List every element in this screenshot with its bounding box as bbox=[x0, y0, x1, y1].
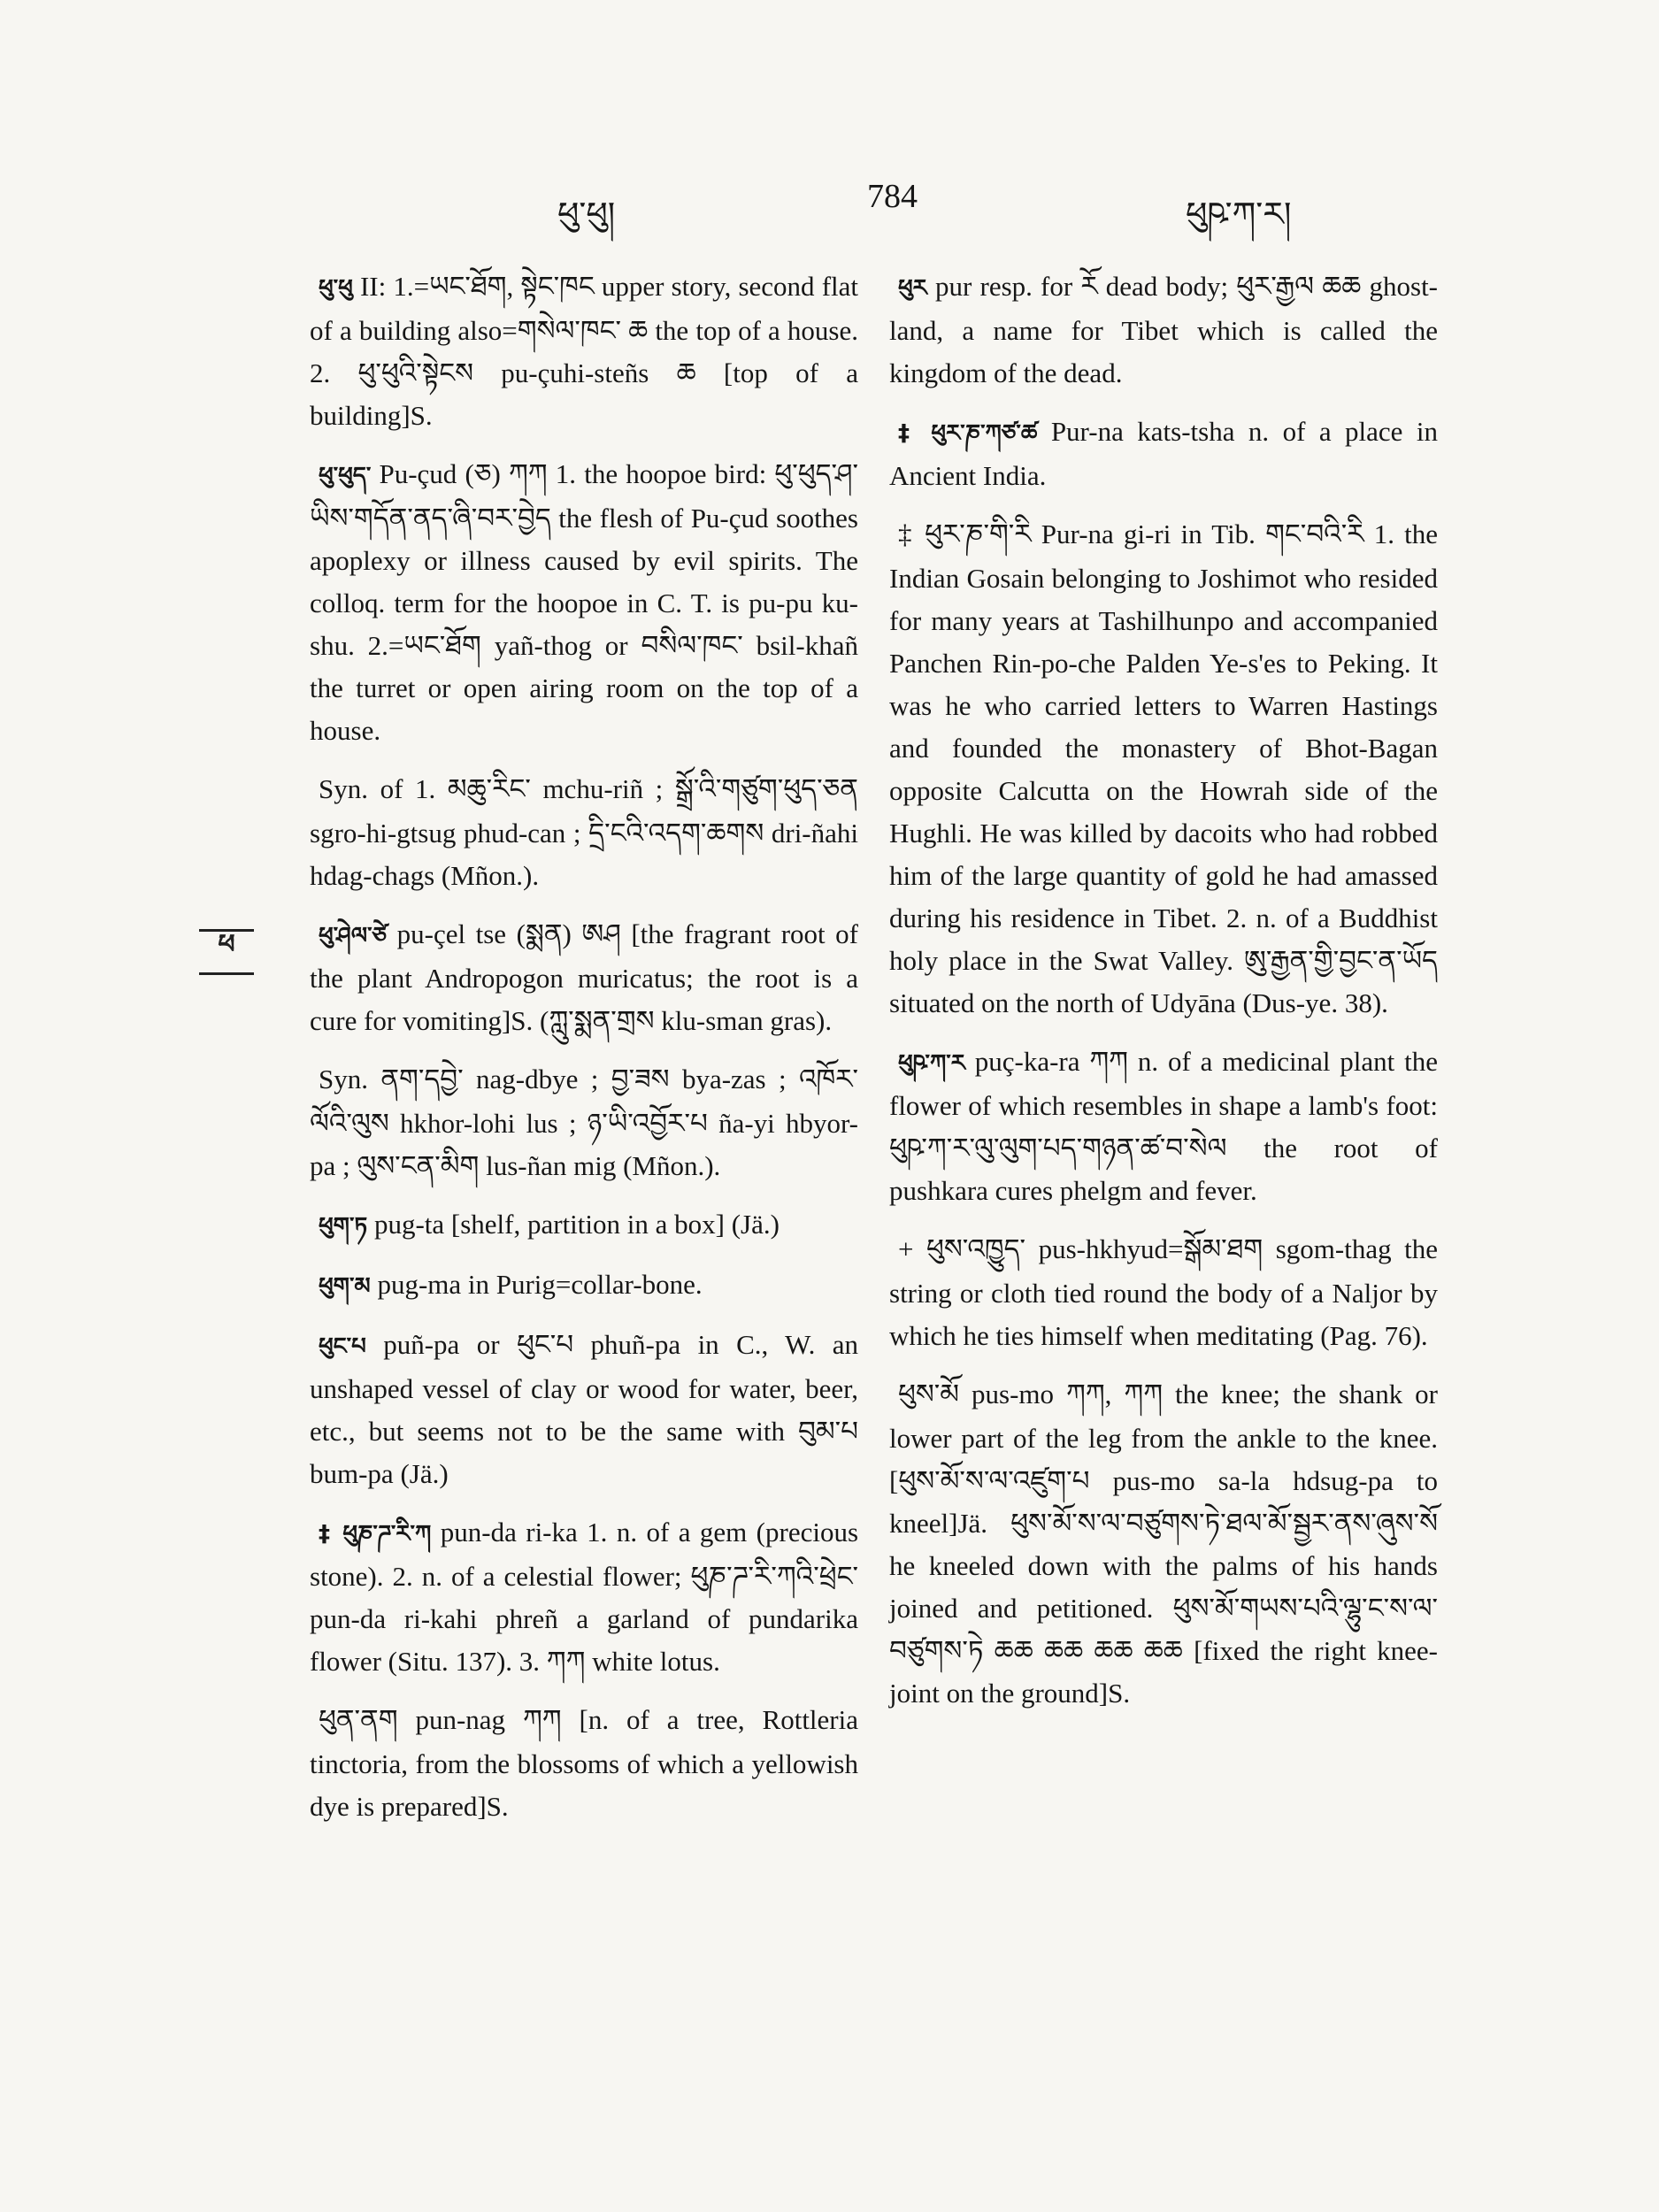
dictionary-entry bbox=[310, 265, 858, 437]
header-right-word: ཕུཥ་ཀ་ར། bbox=[1186, 195, 1292, 234]
entry-text: pug-ta [shelf, partition in a box] (Jä.) bbox=[373, 1209, 780, 1240]
entry-headword: ཕུར bbox=[898, 275, 927, 302]
entry-text: ཕུན་ནག pun-nag ཀཀ [n. of a tree, Rottleria tinctoria, from the blossoms of which a yellowish dye is prepared]S. bbox=[310, 1704, 858, 1822]
dictionary-entry bbox=[310, 1263, 858, 1308]
entry-text: ‡ ཕུར་ཎ་གི་རི Pur-na gi-ri in Tib. གང་བའི་རི 1. the Indian Gosain belonging to Joshimot who resided for many years at Tashilhunpo and accompanied Panchen Rin-po-che Palden Ye-s'es to Peking. It was he who carried letters to Warren Hastings and founded the monastery of Bhot-Bagan opposite Calcutta on the Howrah side of the Hughli. He was killed by dacoits who had robbed him of the large quantity of gold he had amassed during his residence in Tibet. 2. n. of a Buddhist holy place in the Swat Valley. ཨུ་རྒྱན་གྱི་བྱང་ན་ཡོད situated on the north of Udyāna (Dus-ye. 38). bbox=[889, 518, 1438, 1018]
left-column bbox=[310, 265, 858, 1844]
entry-text: + ཕུས་འཁྱུད་ pus-hkhyud=སྒོམ་ཐག sgom-thag the string or cloth tied round the body of a Naljor by which he ties himself when meditating (Pag. 76). bbox=[889, 1233, 1438, 1351]
dictionary-entry bbox=[889, 513, 1438, 1025]
margin-mark-letter: ཕ bbox=[218, 915, 234, 989]
entry-text: Pu-çud (ཅ) ཀཀ 1. the hoopoe bird: ཕུ་ཕུད་ཤ་ཡིས་གདོན་ནད་ཞི་བར་བྱེད the flesh of Pu-çud soothes apoplexy or illness caused by evil spirits. The colloq. term for the hoopoe in C. T. is pu-pu ku-shu. 2.=ཡང་ཐོག yañ-thog or བསིལ་ཁང་ bsil-khañ the turret or open airing room on the top of a house. bbox=[310, 458, 858, 746]
dictionary-entry bbox=[889, 1228, 1438, 1357]
page-header bbox=[301, 177, 1345, 234]
entry-headword: ཕུག་ཏ bbox=[319, 1213, 368, 1240]
entry-text: Syn. of 1. མཆུ་རིང་ mchu-riñ ; སྒྲོ་འི་གཙུག་ཕུད་ཅན sgro-hi-gtsug phud-can ; དྲི་ངའི་འདག་ཆགས dri-ñahi hdag-chags (Mñon.). bbox=[310, 773, 858, 891]
dictionary-entry bbox=[889, 1041, 1438, 1212]
dictionary-entry bbox=[889, 411, 1438, 497]
entry-text: pug-ma in Purig=collar-bone. bbox=[377, 1269, 703, 1300]
dictionary-entry bbox=[310, 1203, 858, 1248]
entry-text: pun-da ri-ka 1. n. of a gem (precious stone). 2. n. of a celestial flower; ཕུཎ་ཌ་རི་ཀའི་ཕྲེང་ pun-da ri-kahi phreñ a garland of pundarika flower (Situ. 137). 3. ཀཀ white lotus. bbox=[310, 1517, 859, 1677]
entry-headword: ‡ ཕུར་ཎ་ཀཙ་ཚ bbox=[898, 420, 1038, 447]
entry-headword: ཕུ་ཕུད་ bbox=[319, 463, 372, 489]
entry-headword: ཕུག་མ bbox=[319, 1273, 371, 1300]
dictionary-entry bbox=[310, 1324, 858, 1495]
entry-text: puñ-pa or ཕུང་པ phuñ-pa in C., W. an unshaped vessel of clay or wood for water, beer, etc., but seems not to be the same with བུམ་པ bum-pa (Jä.) bbox=[310, 1329, 859, 1489]
dictionary-entry bbox=[889, 265, 1438, 395]
dictionary-entry bbox=[310, 1058, 858, 1187]
dictionary-entry bbox=[310, 1699, 858, 1828]
header-left-word: ཕུ་ཕུ། bbox=[557, 195, 616, 234]
page-number: 784 bbox=[867, 178, 918, 215]
entry-text: pur resp. for རོ dead body; ཕུར་རྒྱལ ཆཆ ghost-land, a name for Tibet which is called the kingdom of the dead. bbox=[889, 271, 1439, 388]
entry-text: ཕུས་མོ pus-mo ཀཀ, ཀཀ the knee; the shank or lower part of the leg from the ankle to the knee. [ཕུས་མོ་ས་ལ་འཛུག་པ pus-mo sa-la hdsug-pa to kneel]Jä. ཕུས་མོ་ས་ལ་བཙུགས་ཏེ་ཐལ་མོ་སྦྱར་ནས་ཞུས་སོ he kneeled down with the palms of his hands joined and petitioned. ཕུས་མོ་གཡས་པའི་ལྷུ་ང་ས་ལ་བཙུགས་ཏེ ཆཆ ཆཆ ཆཆ ཆཆ [fixed the right knee-joint on the ground]S. bbox=[889, 1379, 1438, 1709]
margin-mark bbox=[199, 929, 254, 975]
dictionary-entry bbox=[310, 453, 858, 752]
entry-headword: ཕུ་ཤེལ་ཙེ bbox=[319, 923, 388, 949]
entry-headword: ‡ ཕུཎ་ཌ་རི་ཀ bbox=[319, 1521, 432, 1548]
entry-text: Pur-na kats-tsha n. of a place in Ancient India. bbox=[889, 416, 1438, 491]
entry-headword: ཕུང་པ bbox=[319, 1333, 366, 1360]
entry-text: II: 1.=ཡང་ཐོག, སྟེང་ཁང upper story, second flat of a building also=གསེལ་ཁང་ ཆ the top of a house. 2. ཕུ་ཕུའི་སྟེངས pu-çuhi-steñs ཆ [top of a building]S. bbox=[310, 271, 858, 431]
right-column bbox=[889, 265, 1438, 1731]
entry-text: pu-çel tse (སྨན) ཨཤ [the fragrant root of the plant Andropogon muricatus; the root is a cure for vomiting]S. (ཀླུ་སྨན་གྲས klu-sman gras). bbox=[310, 918, 859, 1036]
entry-headword: ཕུ་ཕུ bbox=[319, 275, 353, 302]
entry-headword: ཕུཥ་ཀ་ར bbox=[898, 1050, 965, 1077]
dictionary-entry bbox=[889, 1373, 1438, 1715]
dictionary-entry bbox=[310, 768, 858, 897]
dictionary-entry bbox=[310, 913, 858, 1042]
entry-text: puç-ka-ra ཀཀ n. of a medicinal plant the flower of which resembles in shape a lamb's foot: ཕུཥ་ཀ་ར་ལུ་ལུག་པད་གཉན་ཚ་བ་སེལ the root of pushkara cures phelgm and fever. bbox=[889, 1046, 1438, 1206]
dictionary-entry bbox=[310, 1511, 858, 1683]
entry-text: Syn. ནག་དབྱེ་ nag-dbye ; བྱ་ཟས bya-zas ; འཁོར་ལོའི་ལུས hkhor-lohi lus ; ཉ་ཡི་འབྱོར་པ ña-yi hbyor-pa ; ལུས་ངན་མིག lus-ñan mig (Mñon.). bbox=[310, 1064, 858, 1181]
